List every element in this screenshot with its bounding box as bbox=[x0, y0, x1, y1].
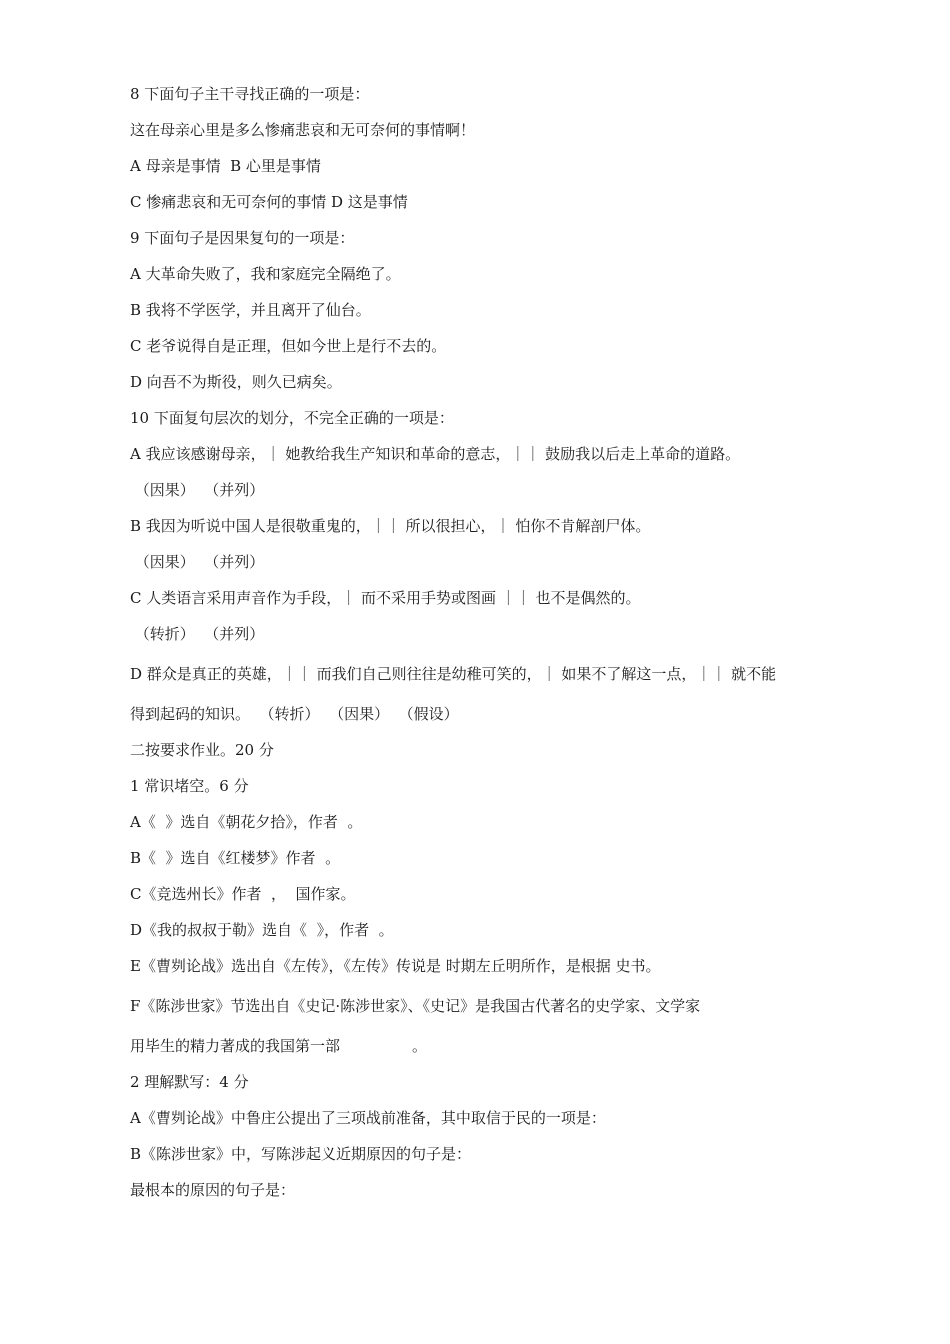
s2-q1-f-cont-text: 用毕生的精力著成的我国第一部 bbox=[130, 1037, 341, 1055]
document-page bbox=[130, 76, 830, 1208]
s2-q1-e: E《曹刿论战》选出自《左传》，《左传》传说是 时期左丘明所作，是根据 史书。 bbox=[130, 957, 661, 975]
q8-stem: 8 下面句子主干寻找正确的一项是： bbox=[130, 85, 370, 103]
q10-stem: 10 下面复句层次的划分，不完全正确的一项是： bbox=[130, 409, 454, 427]
section-2-heading: 二按要求作业。20 分 bbox=[130, 741, 274, 759]
q10-option-c-labels: （转折） （并列） bbox=[130, 625, 265, 643]
q10-option-d: D 群众是真正的英雄，｜｜ 而我们自己则往往是幼稚可笑的，｜ 如果不了解这一点，｜｜ 就不能 bbox=[130, 665, 777, 683]
q8-options-cd: C 惨痛悲哀和无可奈何的事情 D 这是事情 bbox=[130, 193, 408, 211]
q10-option-b-labels: （因果） （并列） bbox=[130, 553, 265, 571]
s2-q1-b: B《 》选自《红楼梦》作者 。 bbox=[130, 849, 341, 867]
s2-q1-f: F《陈涉世家》节选出自《史记·陈涉世家》、《史记》是我国古代著名的史学家、文学家 bbox=[130, 997, 701, 1015]
s2-q2-a: A《曹刿论战》中鲁庄公提出了三项战前准备，其中取信于民的一项是： bbox=[130, 1109, 606, 1127]
q10-option-d-cont: 得到起码的知识。 （转折） （因果） （假设） bbox=[130, 705, 459, 723]
s2-q1-d: D《我的叔叔于勒》选自《 》，作者 。 bbox=[130, 921, 394, 939]
s2-q1-a: A《 》选自《朝花夕拾》，作者 。 bbox=[130, 813, 363, 831]
q8-options-ab: A 母亲是事情 B 心里是事情 bbox=[130, 157, 321, 175]
q9-stem: 9 下面句子是因果复句的一项是： bbox=[130, 229, 355, 247]
q10-option-c: C 人类语言采用声音作为手段，｜ 而不采用手势或图画 ｜｜ 也不是偶然的。 bbox=[130, 589, 641, 607]
s2-q1-f-cont bbox=[130, 1028, 830, 1064]
s2-q1-c: C《竞选州长》作者 ， 国作家。 bbox=[130, 885, 356, 903]
q9-option-c: C 老爷说得自是正理，但如今世上是行不去的。 bbox=[130, 337, 447, 355]
q10-option-a-labels: （因果） （并列） bbox=[130, 481, 265, 499]
s2-q2-b-cont: 最根本的原因的句子是： bbox=[130, 1181, 296, 1199]
q10-option-b: B 我因为听说中国人是很敬重鬼的，｜｜ 所以很担心，｜ 怕你不肯解剖尸体。 bbox=[130, 517, 651, 535]
s2-q1-stem: 1 常识堵空。6 分 bbox=[130, 777, 249, 795]
q9-option-d: D 向吾不为斯役，则久已病矣。 bbox=[130, 373, 342, 391]
s2-q2-stem: 2 理解默写：4 分 bbox=[130, 1073, 249, 1091]
q9-option-b: B 我将不学医学，并且离开了仙台。 bbox=[130, 301, 371, 319]
q8-sentence: 这在母亲心里是多么惨痛悲哀和无可奈何的事情啊！ bbox=[130, 121, 476, 139]
q9-option-a: A 大革命失败了，我和家庭完全隔绝了。 bbox=[130, 265, 401, 283]
s2-q1-f-period: 。 bbox=[412, 1037, 428, 1055]
q10-option-a: A 我应该感谢母亲，｜ 她教给我生产知识和革命的意志，｜｜ 鼓励我以后走上革命的道路。 bbox=[130, 445, 741, 463]
s2-q2-b: B《陈涉世家》中，写陈涉起义近期原因的句子是： bbox=[130, 1145, 472, 1163]
